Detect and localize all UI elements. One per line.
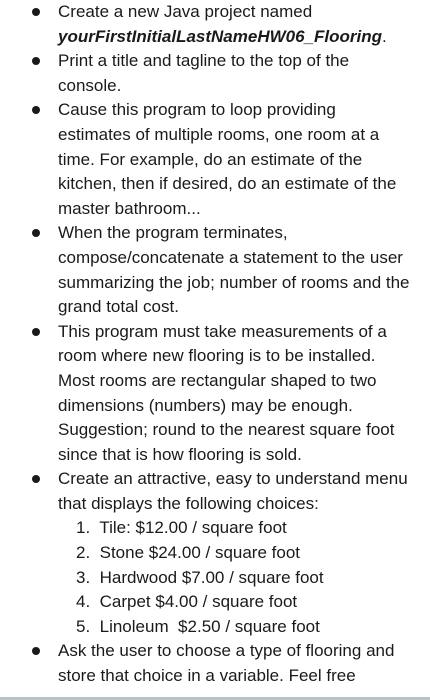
list-item bbox=[0, 0, 430, 49]
list-item bbox=[0, 320, 430, 468]
list-item bbox=[0, 49, 430, 98]
instruction-text: Print a title and tagline to the top of the console. bbox=[58, 51, 350, 95]
flooring-choice: 3. Hardwood $7.00 / square foot bbox=[76, 567, 324, 587]
list-item bbox=[0, 639, 430, 688]
instruction-text: Create an attractive, easy to understand menu that displays the following choices: bbox=[58, 469, 408, 513]
instruction-text: Cause this program to loop providing estimates of multiple rooms, one room at a time. For example, do an estimate of the kitchen, then if desired, do an estimate of the master bathroom... bbox=[58, 100, 397, 218]
list-item bbox=[0, 221, 430, 319]
list-item bbox=[0, 467, 430, 639]
flooring-choice: 5. Linoleum $2.50 / square foot bbox=[76, 616, 320, 636]
instruction-text: . bbox=[382, 26, 387, 46]
instruction-text: This program must take measurements of a room where new flooring is to be installed. Most rooms are rectangular shaped to two dimensions (numbers) may be enough. Suggestion; round to the nearest square foot since that is how flooring is sold. bbox=[58, 321, 395, 464]
flooring-choices-list bbox=[58, 516, 412, 639]
instruction-text: Ask the user to choose a type of flooring and store that choice in a variable. Feel free bbox=[58, 641, 395, 686]
instruction-text: When the program terminates, compose/concatenate a statement to the user summarizing the job; number of rooms and the grand total cost. bbox=[58, 223, 410, 317]
instruction-text: Create a new Java project named bbox=[58, 2, 313, 21]
flooring-choice: 1. Tile: $12.00 / square foot bbox=[76, 518, 287, 538]
flooring-choice: 4. Carpet $4.00 / square foot bbox=[76, 592, 298, 612]
flooring-choice: 2. Stone $24.00 / square foot bbox=[76, 543, 300, 563]
list-item bbox=[0, 98, 430, 221]
project-name: yourFirstInitialLastNameHW06_Flooring bbox=[58, 26, 382, 46]
